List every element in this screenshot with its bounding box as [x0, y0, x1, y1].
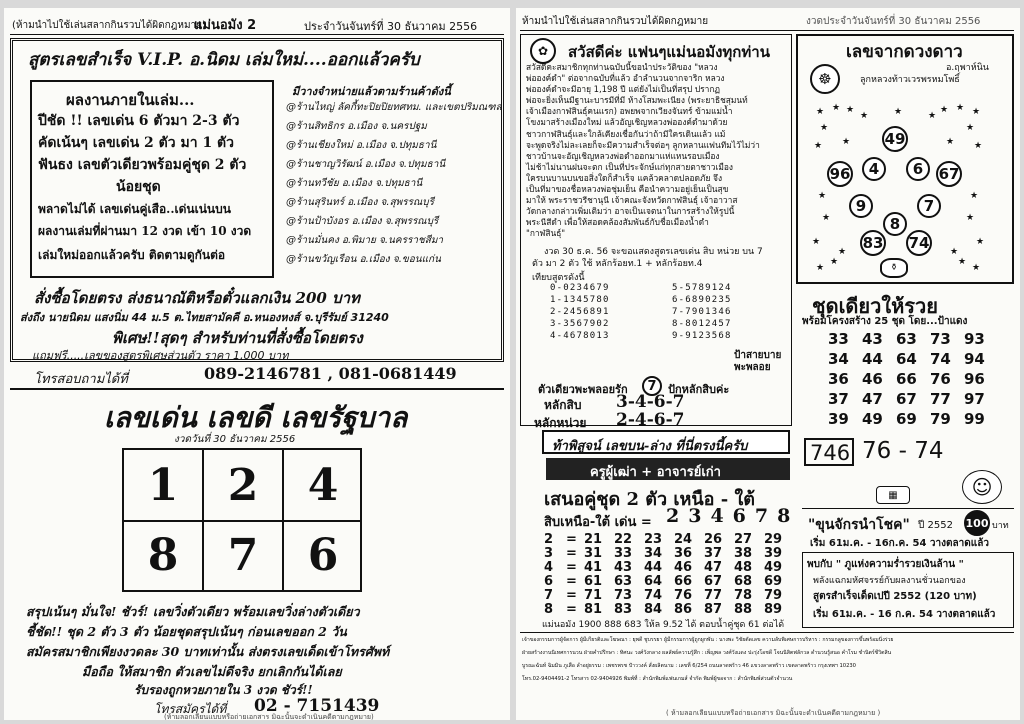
pairs-row-head: 8 — [544, 602, 554, 617]
lucky-title: เลขเด่น เลขดี เลขรัฐบาล — [104, 401, 408, 434]
order-special: พิเศษ!!สุดๆ สำหรับท่านที่สั่งซื้อโดยตรง — [112, 329, 363, 347]
star-icon: ★ — [976, 237, 985, 247]
star-icon: ★ — [972, 263, 981, 273]
set-cell: 69 — [896, 410, 917, 428]
pairs-cell: 86 — [674, 602, 693, 617]
pairs-cell: 39 — [764, 546, 783, 561]
matrix-row: 7-7901346 — [672, 307, 732, 317]
lady-icon: ☺ — [962, 470, 1002, 504]
highlight-box — [804, 438, 854, 466]
star-title: เลขจากดวงดาว — [846, 42, 963, 62]
pairs-row-equals: = — [566, 574, 577, 589]
pairs-lead-value: 234678 — [666, 505, 800, 527]
star-subtitle: ลูกหลวงท้าวเวรพรหมโพธิ์ — [860, 75, 960, 85]
matrix-row: 5-5789124 — [672, 283, 732, 293]
set-row — [828, 390, 998, 408]
star-icon: ★ — [822, 213, 831, 223]
pairs-cell: 21 — [584, 532, 603, 547]
pairs-cell: 79 — [764, 588, 783, 603]
pairs-cell: 64 — [644, 574, 663, 589]
pairs-cell: 38 — [734, 546, 753, 561]
price-badge: 100 — [964, 510, 990, 536]
pairs-cell: 44 — [644, 560, 663, 575]
pairs-cell: 88 — [734, 602, 753, 617]
greeting-line: ใครบนบานบนขอสิ่งใดก็สำเร็จ แคล้วคลาดปลอดภัย จึง — [526, 172, 723, 183]
shop-item: @ร้านขวัญเรือน อ.เมือง จ.ขอนแก่น — [286, 254, 441, 265]
pairs-cell: 77 — [704, 588, 723, 603]
star-icon: ★ — [950, 247, 959, 257]
set-cell: 76 — [930, 370, 951, 388]
credits-line: โทร.02-9404491-2 โทรสาร 02-9404926 พิมพ์ที่ : สำนักพิมพ์แฟนเกมส์ จำกัด พิมพ์ผู้ขอจาก : สำนักพิมพ์ส่วนตัวจำนวน — [522, 676, 793, 682]
star-icon: ★ — [894, 107, 903, 117]
greeting-line: วัดกลางกล่าวเพิ่มเติมว่า อาจเป็นเจตนาในการสร้างให้รูปนี้ — [526, 206, 735, 217]
pairs-row — [544, 560, 794, 575]
star-icon: ★ — [928, 111, 937, 121]
meet-line: เริ่ม 61ม.ค. - 16 ก.ค. 54 วางตลาดแล้ว — [813, 609, 996, 620]
star-node: 96 — [827, 161, 853, 187]
set-cell: 67 — [896, 390, 917, 408]
pairs-cell: 31 — [584, 546, 603, 561]
shop-item: @ร้านป้าบังอร อ.เมือง จ.สุพรรณบุรี — [286, 216, 439, 227]
tens-label: หลักสิบ — [544, 398, 582, 412]
set-cell: 74 — [930, 350, 951, 368]
set-cell: 39 — [828, 410, 849, 428]
pairs-promo: แม่นอมัง 1900 888 683 ให้ล 9.52 ได้ ตอบน้ำคู่ชุด 61 ต่อได้ — [542, 620, 785, 630]
set-cell: 77 — [930, 390, 951, 408]
pairs-cell: 24 — [674, 532, 693, 547]
star-icon: ★ — [814, 141, 823, 151]
pairs-cell: 43 — [614, 560, 633, 575]
matrix-row: 2-2456891 — [550, 307, 610, 317]
set-row — [828, 350, 998, 368]
set-sub: พร้อมโครงสร้าง 25 ชุด โดย...ป้าแดง — [802, 316, 968, 327]
pairs-cell: 66 — [674, 574, 693, 589]
star-icon: ★ — [816, 263, 825, 273]
star-icon: ★ — [966, 213, 975, 223]
star-icon: ★ — [956, 103, 965, 113]
pairs-cell: 49 — [764, 560, 783, 575]
set-cell: 93 — [964, 330, 985, 348]
shop-item: @ร้านทวีชัย อ.เมือง จ.ปทุมธานี — [286, 178, 423, 189]
star-author: อ.ฤพาห์นิน — [946, 63, 989, 73]
promo-line: สรุปเน้นๆ มั่นใจ! ชัวร์! เลขวิ่งตัวเดียว พร้อมเลขวิ่งล่างตัวเดียว — [26, 604, 360, 619]
star-node: 83 — [860, 230, 886, 256]
greeting-line: ไม่ช้าไม่นานฝนจะตก เป็นที่ประจักษ์แก่ทุกสายตาชาวเมือง — [526, 161, 733, 172]
star-node: 8 — [883, 212, 907, 236]
signature-2: พะพลอย — [734, 362, 771, 373]
highlight-pair: 76 - 74 — [862, 438, 944, 464]
pairs-cell: 27 — [734, 532, 753, 547]
star-icon: ★ — [812, 237, 821, 247]
results-line: เล่มใหม่ออกแล้วครับ ติดตามดูกันต่อ — [38, 248, 226, 262]
pairs-row-head: 3 — [544, 546, 554, 561]
greeting-body — [526, 62, 788, 240]
star-node: 9 — [849, 194, 873, 218]
star-icon: ★ — [818, 191, 827, 201]
pairs-cell: 81 — [584, 602, 603, 617]
lucky-digit: 8 — [147, 529, 179, 581]
magazine-brand: แม่นอมัง 2 — [194, 18, 257, 33]
greeting-title: สวัสดีค่ะ แฟนๆแม่นอมังทุกท่าน — [568, 43, 770, 61]
single-digit-tail: ปักหลักสิบค่ะ — [668, 383, 730, 396]
greeting-line: มาให้ พระราชวรีชานุนี เจ้าคณะจังหวัดกาฬสินธุ์ เจ้าอาวาส — [526, 195, 738, 206]
lucky-grid — [122, 448, 362, 592]
pairs-cell: 23 — [644, 532, 663, 547]
greeting-line: สวัสดีคะสมาชิกทุกท่านฉบับนี้ขอนำประวัติของ "หลวง — [526, 62, 718, 72]
deity-icon: ☸ — [810, 64, 840, 94]
promo-phone: 02 - 7151439 — [254, 696, 380, 716]
matrix-left — [550, 282, 610, 342]
star-node: 6 — [906, 157, 930, 181]
set-title: ชุดเดียวให้รวย — [812, 294, 938, 318]
pairs-cell: 84 — [644, 602, 663, 617]
lucky-digit: 7 — [227, 529, 259, 581]
greeting-line: ชาวบ้านจะอัญเชิญหลวงพ่อดำออกมาแห่แหนรอบเมือง — [526, 150, 720, 161]
meet-line: พลังแฉกมหัศจรรย์กับผลงานชั่วนอกของ — [813, 576, 966, 586]
masters-label: ครูผู้เฒ่า + อาจารย์เก่า — [590, 465, 721, 480]
meet-line: พบกับ " ภูแห่งความร่ำรวยเงินล้าน " — [807, 559, 964, 570]
pairs-row-head: 4 — [544, 560, 554, 575]
bowl-icon: ⚱ — [880, 258, 908, 278]
shop-item: @ร้านชาญวิรัฒน์ อ.เมือง จ.ปทุมธานี — [286, 159, 446, 170]
set-cell: 94 — [964, 350, 985, 368]
shop-item: @ร้านมั่นคง อ.พิมาย จ.นครราชสีมา — [286, 235, 444, 246]
set-cell: 33 — [828, 330, 849, 348]
shop-item: @ร้านสุรินทร์ อ.เมือง จ.สุพรรณบุรี — [286, 197, 435, 208]
signature: ป้าสายบาย — [734, 350, 782, 361]
pairs-cell: 63 — [614, 574, 633, 589]
greeting-line: โขงมาสร้างเมืองใหม่ แล้วอัญเชิญหลวงพ่อองค์ดำมาด้วย — [526, 117, 728, 128]
temple-icon: ✿ — [530, 38, 556, 64]
wheel-unit: บาท — [992, 521, 1009, 531]
pairs-cell: 41 — [584, 560, 603, 575]
formula-label: เทียบสูตรดังนี้ — [532, 273, 585, 283]
promo-line: ชี้ชัด!! ชุด 2 ตัว 3 ตัว น้อยชุดสรุปเน้นๆ ก่อนเลขออก 2 วัน — [26, 624, 347, 639]
star-node: 4 — [862, 157, 886, 181]
star-icon: ★ — [940, 105, 949, 115]
star-icon: ★ — [972, 107, 981, 117]
pairs-cell: 36 — [674, 546, 693, 561]
set-cell: 37 — [828, 390, 849, 408]
pairs-row-equals: = — [566, 532, 577, 547]
meet-box — [802, 552, 1014, 628]
pairs-cell: 78 — [734, 588, 753, 603]
star-icon: ★ — [838, 247, 847, 257]
set-cell: 99 — [964, 410, 985, 428]
promo-line: มือถือ ให้สมาชิก ตัวเลขไม่ดีจริง ยกเลิกกันได้เลย — [82, 664, 342, 679]
pairs-cell: 47 — [704, 560, 723, 575]
lucky-digit: 4 — [307, 459, 339, 511]
matrix-row: 8-8012457 — [672, 319, 732, 329]
pairs-row-equals: = — [566, 560, 577, 575]
formula-intro-2: ตัว มา 2 ตัว ใช้ หลักร้อยท.1 + หลักร้อยท.4 — [532, 259, 703, 269]
single-digit-circle: 7 — [642, 376, 662, 396]
pairs-cell: 61 — [584, 574, 603, 589]
pairs-cell: 73 — [614, 588, 633, 603]
results-box — [30, 80, 274, 278]
masters-banner — [546, 458, 790, 480]
greeting-line: เจ้าเมืองกาฬสินธุ์คนแรก) อพยพจากเวียงจันทร์ ข้ามแม่น้ำ — [526, 106, 733, 117]
set-row — [828, 370, 998, 388]
order-address: ส่งถึง นายนิดม แสงนิ่ม 44 ม.5 ต.ไทยสามัคคี อ.หนองหงส์ จ.บุรีรัมย์ 31240 — [20, 311, 389, 324]
pairs-cell: 29 — [764, 532, 783, 547]
star-icon: ★ — [830, 257, 839, 267]
set-row — [828, 410, 998, 428]
credits-line: ฝ่ายสร้างงานนิเทศการนวน ฝ่ายคำปรึกษา : ทิศนะ วงศ์วังกลาง ผลลัพธ์ความรู้สึก : เพ็ญพล วงศ์วังแดง ปะรุ่งโอชดี โจนนิสิตฟลักวล ดำนวนรู้สนอ คำโรม ชำนิตร์ชีวิตสิน — [522, 650, 892, 656]
results-line: ฟันธง เลขตัวเดียวพร้อมคู่ชุด 2 ตัว — [38, 157, 247, 173]
pairs-cell: 26 — [704, 532, 723, 547]
right-page — [516, 8, 1020, 720]
shop-item: @ร้านไหญ่ ลัคกี้ทะปิยปิยทศทม. และเขตปริมณฑล — [286, 102, 502, 113]
star-node: 74 — [906, 230, 932, 256]
units-label: หลักหน่วย — [534, 416, 587, 430]
star-icon: ★ — [832, 103, 841, 113]
greeting-line: พระนีสีดำ เพื่อให้สอดคล้องสัมพันธ์กับชื่อเมืองน้ำดำ — [526, 217, 709, 228]
pairs-lead-label: สิบเหนือ-ใต้ เด่น = — [544, 515, 652, 530]
lucky-digit: 1 — [147, 459, 179, 511]
pairs-cell: 74 — [644, 588, 663, 603]
pairs-cell: 76 — [674, 588, 693, 603]
highlight-boxed: 746 — [810, 441, 851, 465]
greeting-line: "กาฬสินธุ์" — [526, 228, 566, 239]
right-legal-notice: ห้ามนำไปใช้เล่นสลากกินรวบได้ผิดกฎหมาย — [522, 16, 709, 27]
wheel-title: "ขุนจักรนำโชค" — [808, 517, 910, 533]
set-cell: 49 — [862, 410, 883, 428]
meet-line: สูตรสำเร็จเด็ดเปปี 2552 (120 บาท) — [813, 591, 977, 602]
wheel-line: เริ่ม 61ม.ค. - 16ก.ค. 54 วางตลาดแล้ว — [810, 538, 989, 549]
pairs-cell: 46 — [674, 560, 693, 575]
star-icon: ★ — [958, 257, 967, 267]
order-phone-label: โทรสอบถามได้ที่ — [34, 372, 128, 387]
order-line-1: สั่งซื้อโดยตรง ส่งธนาณัติหรือตั๋วแลกเงิน 200 บาท — [34, 289, 360, 307]
pairs-row-equals: = — [566, 546, 577, 561]
order-phones: 089-2146781 , 081-0681449 — [204, 364, 457, 383]
prove-banner — [542, 430, 790, 454]
star-icon: ★ — [820, 123, 829, 133]
pairs-cell: 37 — [704, 546, 723, 561]
matrix-row: 3-3567902 — [550, 319, 610, 329]
pairs-row — [544, 574, 794, 589]
pairs-cell: 34 — [644, 546, 663, 561]
pairs-cell: 87 — [704, 602, 723, 617]
promo-line: รับรองถูกหวยภายใน 3 งวด ชัวร์!! — [134, 683, 313, 697]
matrix-row: 1-1345780 — [550, 295, 610, 305]
star-node: 7 — [917, 194, 941, 218]
greeting-line: เป็นที่มาของชื่อหลวงพ่อชุ่มเย็น คือนำความอยู่เย็นเป็นสุข — [526, 184, 729, 195]
right-footer: ( ห้ามลอกเลียนแบบหรือถ่ายเอกสาร มิฉะนั้นจะดำเนินคดีตามกฎหมาย ) — [666, 709, 881, 717]
pairs-cell: 89 — [764, 602, 783, 617]
pairs-cell: 69 — [764, 574, 783, 589]
pairs-cell: 48 — [734, 560, 753, 575]
left-page — [4, 8, 510, 720]
matrix-row: 9-9123568 — [672, 331, 732, 341]
shop-item: @ร้านสิทธิกร อ.เมือง จ.นครปฐม — [286, 121, 427, 132]
issue-date: ประจำวันจันทร์ที่ 30 ธันวาคม 2556 — [304, 20, 478, 33]
left-footer: (ห้ามลอกเลียนแบบหรือถ่ายเอกสาร มิฉะนั้นจะดำเนินคดีตามกฎหมาย) — [164, 713, 374, 720]
pairs-cell: 67 — [704, 574, 723, 589]
greeting-line: พ่อองค์ดำ" ต่อจากฉบับที่แล้ว อำลำนวนจากจาริก หลวง — [526, 73, 725, 84]
star-icon: ★ — [816, 107, 825, 117]
shop-item: @ร้านเชียงใหม่ อ.เมือง จ.ปทุมธานี — [286, 140, 437, 151]
set-cell: 34 — [828, 350, 849, 368]
set-cell: 64 — [896, 350, 917, 368]
pairs-cell: 71 — [584, 588, 603, 603]
promo-phone-label: โทรสมัครได้ที่ — [154, 702, 227, 716]
set-cell: 96 — [964, 370, 985, 388]
results-line: ผลงานภายในเล่ม... — [66, 91, 195, 109]
star-icon: ★ — [974, 141, 983, 151]
matrix-row: 4-4678013 — [550, 331, 610, 341]
pairs-row-head: 2 — [544, 532, 554, 547]
results-line: น้อยชุด — [116, 179, 161, 195]
credits-line: เจ้าของกรรมการผู้จัดการ ผู้มีเกียรติและโฆษณา : ยุพดี ชูบรรยา ผู้มีกรรมการผู้ถูกผูกพัน : นางพะ วิชัยตัดเลข ความลับพิเศษการบริหาร : กรรมกลูของการขึ้นพร้อมนิ่งร่วย — [522, 637, 894, 643]
matrix-row: 0-0234679 — [550, 283, 610, 293]
pairs-cell: 33 — [614, 546, 633, 561]
right-issue-date: งวดประจำวันจันทร์ที่ 30 ธันวาคม 2556 — [806, 16, 981, 27]
set-cell: 66 — [896, 370, 917, 388]
pairs-cell: 22 — [614, 532, 633, 547]
set-cell: 36 — [828, 370, 849, 388]
set-cell: 44 — [862, 350, 883, 368]
set-cell: 97 — [964, 390, 985, 408]
pairs-cell: 83 — [614, 602, 633, 617]
single-digit-label: ตัวเดียวพะพลอยรัก — [538, 383, 628, 396]
promo-line: สมัครสมาชิกเพียงงวดละ 30 บาทเท่านั้น ส่งตรงเลขเด็ดเข้าโทรศัพท์ — [26, 644, 390, 659]
units-value: 2-4-6-7 — [616, 410, 685, 430]
greeting-line: พ่อจะยิ่งเห็นมีฐานะบารมีที่มี ห้างโสมพะเนียง (พระยาธิชสุมนท์ — [526, 95, 748, 106]
pairs-cell: 68 — [734, 574, 753, 589]
pairs-row — [544, 588, 794, 603]
results-line: พลาดไม่ได้ เลขเด่นคู่เสือ..เด่นเน่นบน — [38, 202, 231, 216]
lucky-date: งวดวันที่ 30 ธันวาคม 2556 — [174, 434, 296, 445]
results-line: ปีชัด !! เลขเด่น 6 ตัวมา 2-3 ตัว — [38, 113, 240, 129]
pairs-row — [544, 602, 794, 617]
star-node: 67 — [936, 161, 962, 187]
vip-title: สูตรเลขสำเร็จ V.I.P. อ.นิดม เล่มใหม่....ออกแล้วครับ — [28, 50, 420, 70]
lucky-digit: 2 — [227, 459, 259, 511]
set-cell: 46 — [862, 370, 883, 388]
pairs-title: เสนอคู่ชุด 2 ตัว เหนือ - ใต้ — [544, 489, 755, 510]
slot-icon: ▦ — [876, 486, 910, 504]
set-cell: 63 — [896, 330, 917, 348]
set-cell: 43 — [862, 330, 883, 348]
results-line: ผลงานเล่มที่ผ่านมา 12 งวด เข้า 10 งวด — [38, 224, 252, 238]
star-icon: ★ — [846, 105, 855, 115]
prove-title: ท้าพิสูจน์ เลขบน-ล่าง ที่นี่ตรงนี้ครับ — [552, 439, 748, 454]
greeting-line: จะพูดจริงไม่ละเลยก็จะมีความสำเร็จต่อๆ ลูกหลานแฟนทีมไว้ไม่ว่า — [526, 139, 760, 150]
star-icon: ★ — [946, 137, 955, 147]
shops-title: มีวางจำหน่ายแล้วตามร้านค้าดังนี้ — [292, 85, 451, 98]
set-row — [828, 330, 998, 348]
set-cell: 47 — [862, 390, 883, 408]
pairs-row — [544, 532, 794, 547]
pairs-row-head: 6 — [544, 574, 554, 589]
set-cell: 79 — [930, 410, 951, 428]
star-icon: ★ — [860, 111, 869, 121]
results-line: คัดเน้นๆ เลขเด่น 2 ตัว มา 1 ตัว — [38, 135, 235, 151]
left-legal-notice: (ห้ามนำไปใช้เล่นสลากกินรวบได้ผิดกฎหมาย) — [12, 20, 206, 31]
pairs-row-equals: = — [566, 602, 577, 617]
order-bonus: แถมฟรี.....เลขของสูตรพิเศษส่วนตัว ราคา 1,000 บาท — [32, 349, 289, 362]
star-node: 49 — [882, 126, 908, 152]
tens-value: 3-4-6-7 — [616, 392, 685, 412]
greeting-line: ชาวกาฬสินธุ์และใกล้เคียงเชื่อกันว่าถ้ามีใครเดินแล้ว แม้ — [526, 128, 726, 139]
lucky-digit: 6 — [307, 529, 339, 581]
wheel-year: ปี 2552 — [918, 520, 953, 531]
formula-intro: งวด 30 ธ.ค. 56 จะขอแสดงสูตรเลขเด่น สิบ หน่วย บน 7 — [544, 247, 763, 257]
pairs-row-equals: = — [566, 588, 577, 603]
set-cell: 73 — [930, 330, 951, 348]
greeting-line: พ่อองค์ดำจะมีอายุ 1,198 ปี แต่ยังไม่เป็นที่สรุป ปรากฏ — [526, 84, 721, 95]
star-icon: ★ — [970, 191, 979, 201]
pairs-row-head: 7 — [544, 588, 554, 603]
matrix-row: 6-6890235 — [672, 295, 732, 305]
star-icon: ★ — [842, 137, 851, 147]
matrix-right — [672, 282, 732, 342]
star-icon: ★ — [966, 123, 975, 133]
pairs-row — [544, 546, 794, 561]
credits-line: บูรณะฉันท์ ฉิมมิน ภูเสือ ลำอยู่ธรรม : เพชรพรช ป้าววงค์ สั่งผลิตนาม : เลขที่ 6/254 ถนนลาดพร้าว 46 แขวงลาดพร้าว เขตลาดพร้าว กรุงเทพฯ 10230 — [522, 663, 856, 669]
